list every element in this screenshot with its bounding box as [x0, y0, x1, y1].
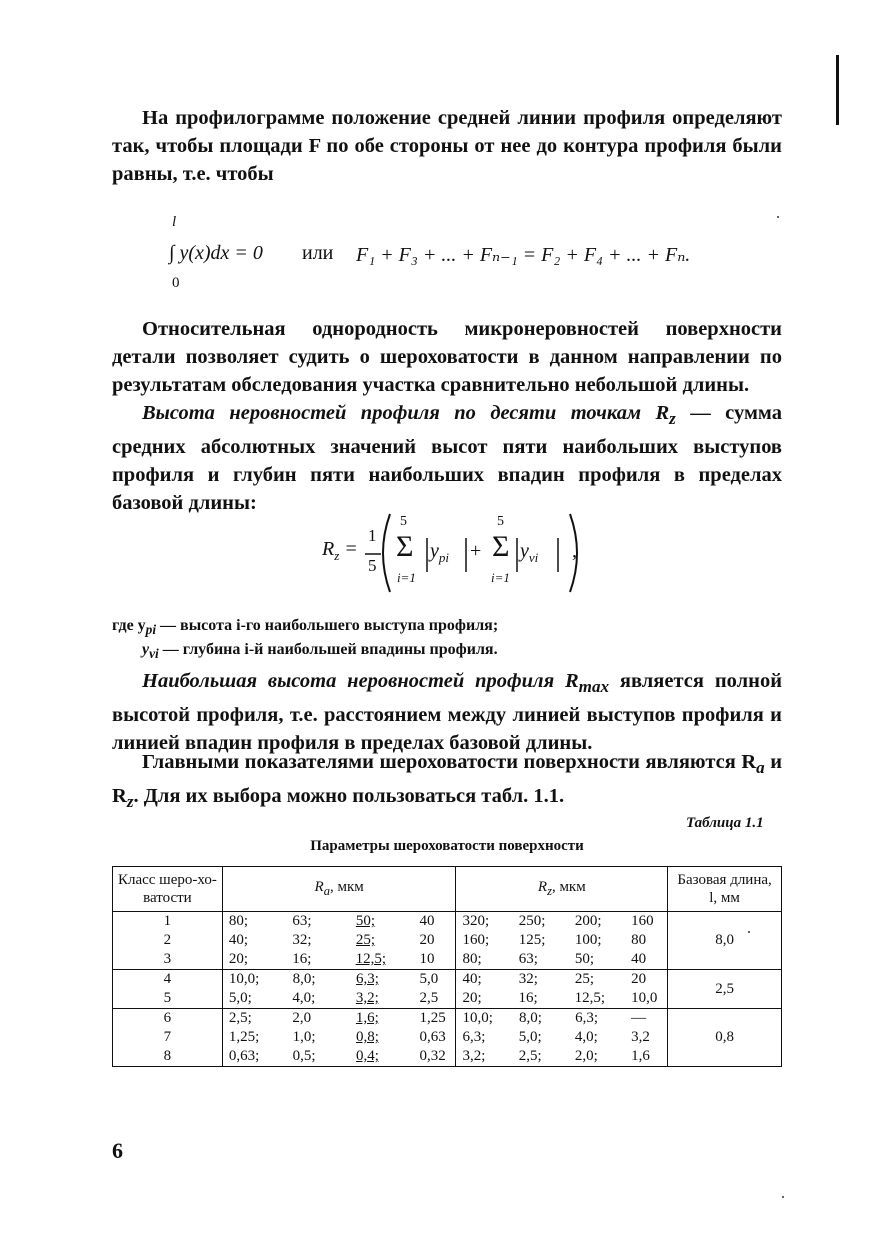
ra-values-cell: [222, 912, 456, 970]
rz-value: 12,5;: [574, 990, 606, 1006]
paragraph-4: [112, 667, 782, 757]
rz-value: 1,6: [631, 1048, 650, 1064]
rz-value: 200;: [574, 913, 602, 929]
sum1-top: 5: [400, 514, 407, 529]
ra-value: 0,63: [419, 1029, 446, 1045]
ra-value-row: [229, 989, 450, 1008]
rz-value: 20;: [462, 990, 482, 1006]
class-cell: [113, 912, 223, 970]
sum2-sigma: Σ: [492, 530, 510, 563]
ra-value-row: [229, 970, 450, 989]
ra-value: 4,0;: [292, 990, 316, 1006]
table-header-row: [113, 867, 782, 912]
ra-value: 8,0;: [292, 971, 316, 987]
ra-value: 0,63;: [228, 1048, 260, 1064]
class-cell: [113, 970, 223, 1009]
base-length-cell: 2,5: [668, 970, 782, 1009]
paragraph-5-mid: и R: [112, 751, 782, 808]
rz-value-row: [462, 989, 661, 1008]
rz-value: 10,0: [631, 990, 658, 1006]
ra-value: 0,5;: [292, 1048, 316, 1064]
rz-value: 16;: [518, 990, 538, 1006]
rz-value: 25;: [574, 971, 595, 987]
integral-lower-limit: 0: [172, 275, 180, 291]
ra-value: 32;: [292, 932, 312, 948]
class-number: 5: [163, 990, 172, 1006]
rz-value: 80: [631, 932, 647, 948]
where2-text: — глубина i-й наибольшей впадины профиля.: [158, 641, 498, 658]
rz-value-row: [462, 970, 661, 989]
rz-formula-brackets: [318, 510, 588, 596]
header-rz-unit: , мкм: [551, 879, 586, 895]
rz-value: 160: [631, 913, 654, 929]
ra-value: 2,5: [419, 990, 439, 1006]
header-ra-sub: a: [323, 884, 330, 898]
ra-value: 0,4;: [356, 1048, 379, 1064]
rz-value-row: [462, 950, 661, 969]
formula-end-comma: ,: [572, 540, 577, 562]
term-yvi-sub: vi: [528, 550, 539, 565]
rz-value: 2,5;: [518, 1048, 542, 1064]
rz-lhs-r: R: [322, 538, 335, 560]
table-title: Параметры шероховатости поверхности: [310, 838, 584, 854]
term-yvi: $y_{vi}$: [520, 540, 539, 565]
class-number: 2: [163, 932, 172, 948]
base-length-cell: 0,8: [668, 1009, 782, 1067]
rz-value: —: [631, 1010, 647, 1026]
rz-value-row: [462, 931, 661, 950]
table-row: [113, 1009, 782, 1067]
header-rz-sub: z: [547, 884, 552, 898]
paragraph-3-text: — сумма средних абсолютных значений высот пяти наибольших выступов профиля и глубин пяти наибольших впадин профиля в пределах базовой длины:: [112, 402, 782, 515]
paragraph-3: [112, 399, 782, 517]
ra-value-row: [229, 1047, 450, 1066]
ra-value: 12,5;: [355, 951, 387, 967]
paragraph-5-end: . Для их выбора можно пользоваться табл. 1.1.: [133, 785, 565, 808]
rz-value: 6,3;: [462, 1029, 486, 1045]
term-rmax-sub: max: [578, 677, 610, 697]
rz-value-row: [462, 1009, 661, 1028]
rz-lhs-sub: z: [334, 548, 340, 563]
paragraph-4-text: является полной высотой профиля, т.е. расстоянием между линией выступов профиля и линией впадин профиля в пределах базовой длины.: [112, 670, 783, 755]
sum2-top: 5: [497, 514, 504, 529]
class-number: 4: [163, 971, 172, 987]
ra-value: 0,32: [419, 1048, 446, 1064]
header-ra-unit: , мкм: [329, 879, 364, 895]
table-body: [113, 912, 782, 1067]
paragraph-5-lead: Главными показателями шероховатости поверхности являются R: [142, 751, 757, 773]
ra-value: 20;: [228, 951, 248, 967]
ra-value: 5,0: [419, 971, 439, 987]
header-base-length: Базовая длина, l, мм: [668, 867, 782, 912]
ra-value: 2,0: [292, 1010, 312, 1026]
where1-lead: где y: [112, 617, 146, 634]
term-ypi-sub: pi: [438, 550, 450, 565]
ra-values-cell: [222, 970, 456, 1009]
ra-value: 1,6;: [355, 1010, 379, 1026]
ra-sub: a: [756, 758, 765, 778]
rz-value-row: [462, 1047, 661, 1066]
rz-value: 2,0;: [574, 1048, 598, 1064]
margin-bar: [836, 55, 839, 125]
header-rz-symbol: R: [537, 879, 548, 895]
term-rz-sub: z: [669, 409, 676, 429]
header-ra-symbol: R: [314, 879, 324, 895]
rz-value: 160;: [462, 932, 490, 948]
class-cell: [113, 1009, 223, 1067]
ra-value: 2,5;: [228, 1010, 252, 1026]
base-length-cell: 8,0: [668, 912, 782, 970]
ra-value: 1,25;: [228, 1029, 260, 1045]
header-ra: [222, 867, 456, 912]
sum2-bottom: i=1: [491, 570, 510, 585]
ra-value: 6,3;: [356, 971, 379, 987]
ra-value: 1,25: [419, 1010, 446, 1026]
rz-value: 250;: [518, 913, 546, 929]
page-number: 6: [112, 1138, 123, 1163]
ra-value: 40: [419, 913, 435, 929]
frac-denominator: 5: [368, 556, 377, 575]
rz-value: 100;: [574, 932, 602, 948]
class-number: 7: [163, 1029, 172, 1045]
ra-value: 25;: [355, 932, 376, 948]
rz-values-cell: [456, 912, 668, 970]
integral-expression: ∫ y(x)dx = 0: [169, 242, 263, 264]
rz-sub: z: [126, 792, 134, 812]
plus-sign: +: [470, 540, 482, 562]
where2-sub: vi: [149, 646, 159, 662]
roughness-table: [112, 866, 782, 1067]
class-number: 6: [163, 1010, 172, 1026]
ra-value: 1,0;: [292, 1029, 316, 1045]
rz-values-cell: [456, 970, 668, 1009]
ra-value: 20: [419, 932, 435, 948]
table-row: [113, 970, 782, 1009]
ra-value: 80;: [228, 913, 248, 929]
class-number: 8: [163, 1048, 172, 1064]
where1-text: — высота i-го наибольшего выступа профиля;: [156, 617, 499, 634]
rz-values-cell: [456, 1009, 668, 1067]
ra-value-row: [229, 931, 450, 950]
ra-value: 40;: [228, 932, 248, 948]
table-row: [113, 912, 782, 970]
rz-lhs: $R_z$ =: [322, 538, 358, 563]
frac-numerator: 1: [368, 526, 377, 545]
rz-value: 20: [631, 971, 647, 987]
where1-sub: pi: [145, 622, 157, 638]
rz-value-row: [462, 1028, 661, 1047]
rz-value: 80;: [462, 951, 482, 967]
rz-value: 3,2: [631, 1029, 650, 1045]
ra-value: 50;: [355, 913, 376, 929]
term-ypi: $y_{pi}$: [430, 540, 450, 565]
ra-value: 63;: [292, 913, 312, 929]
ra-value-row: [229, 1028, 450, 1047]
ra-value: 16;: [292, 951, 312, 967]
equation-or: или: [302, 242, 334, 264]
ra-value: 10,0;: [228, 971, 260, 987]
rz-value: 125;: [518, 932, 546, 948]
table-caption: Таблица 1.1: [686, 815, 764, 831]
sum1-sigma: Σ: [396, 530, 414, 563]
sum1-bottom: i=1: [397, 570, 416, 585]
ra-value-row: [229, 950, 450, 969]
rz-value-row: [462, 912, 661, 931]
term-rz: Высота неровностей профиля по десяти точкам R: [142, 402, 670, 424]
rz-value: 320;: [462, 913, 490, 929]
paragraph-1: На профилограмме положение средней линии профиля определяют так, чтобы площади F по обе стороны от нее до контура профиля были равны, т.е. чтобы: [112, 107, 782, 185]
ra-value: 0,8;: [356, 1029, 379, 1045]
term-rmax: Наибольшая высота неровностей профиля R: [142, 670, 579, 692]
integral-upper-limit: l: [172, 214, 177, 230]
ra-values-cell: [222, 1009, 456, 1067]
rz-value: 5,0;: [518, 1029, 542, 1045]
scan-speck: [782, 1196, 784, 1198]
scan-speck: [777, 216, 779, 218]
ra-value: 5,0;: [228, 990, 252, 1006]
rz-value: 50;: [574, 951, 595, 967]
paragraph-2: Относительная однородность микронеровностей поверхности детали позволяет судить о шероховатости в данном направлении по результатам обследования участка сравнительно небольшой длины.: [112, 318, 782, 396]
rz-value: 6,3;: [575, 1010, 598, 1026]
ra-value-row: [229, 1009, 450, 1028]
ra-value: 10: [419, 951, 435, 967]
ra-value: 3,2;: [355, 990, 379, 1006]
rz-value: 32;: [518, 971, 538, 987]
class-number: 3: [163, 951, 172, 967]
rz-value: 40;: [462, 971, 482, 987]
rz-value: 63;: [518, 951, 538, 967]
header-class: Класс шеро-ховатости: [113, 867, 223, 912]
where2-lead: y: [142, 641, 150, 658]
area-sum-expression: F₁ + F₃ + ... + Fₙ₋₁ = F₂ + F₄ + ... + Fₙ.: [356, 244, 691, 266]
rz-value: 4,0;: [574, 1029, 598, 1045]
rz-value: 10,0;: [462, 1010, 493, 1026]
where-line-2: [142, 638, 782, 666]
rz-value: 8,0;: [518, 1010, 542, 1026]
paragraph-5: [112, 748, 782, 816]
rz-value: 3,2;: [462, 1048, 486, 1064]
header-rz: [456, 867, 668, 912]
class-number: 1: [163, 913, 172, 929]
rz-value: 40: [631, 951, 647, 967]
ra-value-row: [229, 912, 450, 931]
